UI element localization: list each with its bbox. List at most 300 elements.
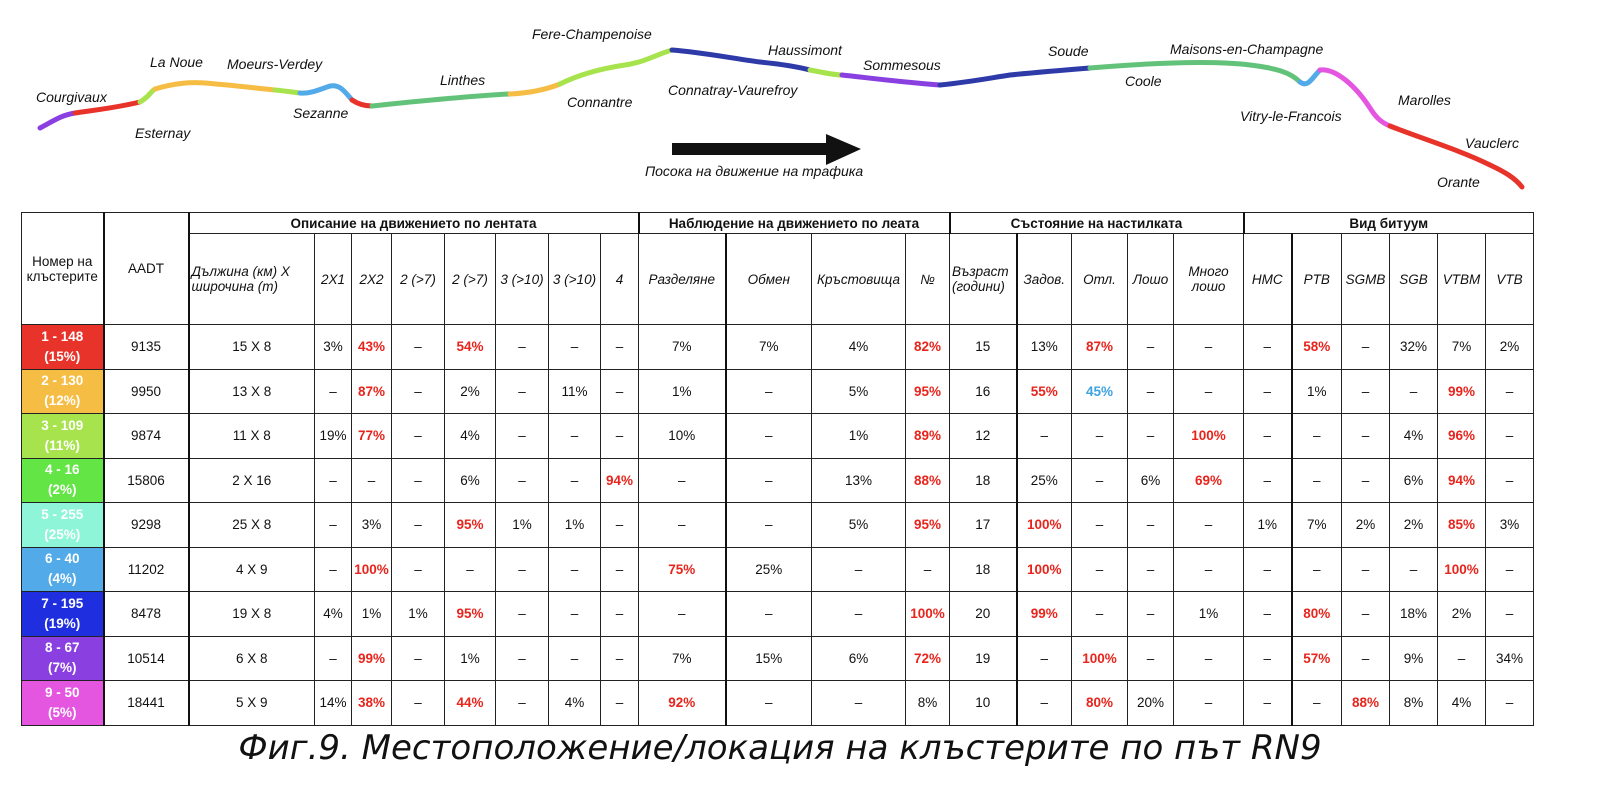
cluster-id: 7 - 195	[41, 595, 84, 611]
table-cell: 80%	[1292, 592, 1342, 637]
table-cell: –	[1128, 414, 1174, 459]
table-cell: –	[1017, 681, 1072, 726]
column-header: 3 (>10)	[496, 234, 549, 325]
cluster-percent: (15%)	[44, 348, 81, 364]
table-cell: 88%	[1342, 681, 1390, 726]
town-label: Coole	[1125, 73, 1162, 89]
table-cell: –	[1244, 681, 1292, 726]
table-cell: 100%	[1017, 547, 1072, 592]
table-cell: –	[1438, 636, 1486, 681]
table-cell: 85%	[1438, 503, 1486, 548]
table-cell: 2 X 16	[189, 458, 315, 503]
table-cell: 45%	[1072, 369, 1128, 414]
table-cell: –	[1244, 592, 1292, 637]
column-header: Обмен	[726, 234, 812, 325]
cluster-id: 4 - 16	[44, 462, 80, 478]
table-cell: –	[726, 681, 812, 726]
table-cell: 2%	[1486, 325, 1534, 370]
table-cell: 1%	[549, 503, 601, 548]
table-cell: 94%	[601, 458, 639, 503]
table-cell: 14%	[315, 681, 352, 726]
table-cell: 4%	[315, 592, 352, 637]
table-cell: 2%	[445, 369, 496, 414]
table-cell: 9%	[1390, 636, 1438, 681]
town-label: Courgivaux	[36, 89, 107, 105]
group-header: Описание на движението по лентата	[189, 213, 639, 234]
cluster-label	[22, 458, 104, 503]
table-cell: –	[1390, 369, 1438, 414]
cluster-table	[21, 212, 1534, 726]
table-cell: 100%	[1017, 503, 1072, 548]
table-cell: 32%	[1390, 325, 1438, 370]
table-cell: 89%	[906, 414, 950, 459]
route-map	[0, 0, 1600, 205]
table-cell: –	[1342, 325, 1390, 370]
table-cell: –	[549, 547, 601, 592]
table-cell: –	[496, 458, 549, 503]
column-header: 2 (>7)	[392, 234, 445, 325]
table-cell: –	[639, 592, 726, 637]
column-header: 4	[601, 234, 639, 325]
table-cell: 82%	[906, 325, 950, 370]
table-cell: 15%	[726, 636, 812, 681]
cluster-id: 9 - 50	[44, 684, 80, 700]
town-label: Moeurs-Verdey	[227, 56, 323, 72]
table-cell: –	[496, 636, 549, 681]
cluster-label	[22, 325, 104, 370]
table-cell: 7%	[639, 636, 726, 681]
column-header: VTB	[1486, 234, 1534, 325]
table-cell: –	[1342, 414, 1390, 459]
aadt-cell: 10514	[104, 636, 189, 681]
table-cell: –	[1072, 414, 1128, 459]
table-cell: 20%	[1128, 681, 1174, 726]
table-cell: 4%	[1438, 681, 1486, 726]
table-cell: –	[392, 414, 445, 459]
table-cell: –	[812, 681, 906, 726]
table-cell: 11 X 8	[189, 414, 315, 459]
table-cell: –	[1486, 681, 1534, 726]
column-header: Кръстовища	[812, 234, 906, 325]
table-cell: –	[392, 503, 445, 548]
table-cell: 5%	[812, 369, 906, 414]
cluster-header: Номер на клъстерите	[22, 213, 104, 325]
table-cell: –	[1128, 503, 1174, 548]
table-cell: –	[1017, 414, 1072, 459]
table-cell: 34%	[1486, 636, 1534, 681]
table-cell: 12	[950, 414, 1017, 459]
aadt-cell: 9950	[104, 369, 189, 414]
table-cell: –	[1342, 458, 1390, 503]
table-cell: 92%	[639, 681, 726, 726]
table-cell: 94%	[1438, 458, 1486, 503]
table-cell: 18	[950, 547, 1017, 592]
column-header: Дължина (км) X широчина (m)	[189, 234, 315, 325]
table-cell: 18%	[1390, 592, 1438, 637]
town-label: Soude	[1048, 43, 1089, 59]
table-cell: 95%	[445, 503, 496, 548]
table-cell: –	[1244, 547, 1292, 592]
table-cell: 4%	[812, 325, 906, 370]
direction-label: Посока на движение на трафика	[645, 163, 864, 179]
table-cell: –	[1342, 369, 1390, 414]
cluster-percent: (25%)	[44, 526, 81, 542]
table-cell: 17	[950, 503, 1017, 548]
table-cell: –	[1128, 592, 1174, 637]
column-header: №	[906, 234, 950, 325]
cluster-percent: (19%)	[44, 615, 81, 631]
cluster-percent: (11%)	[44, 437, 80, 453]
table-cell: –	[549, 458, 601, 503]
column-header: Възраст (години)	[950, 234, 1017, 325]
table-cell: –	[1486, 369, 1534, 414]
table-cell: 1%	[496, 503, 549, 548]
table-cell: 95%	[906, 503, 950, 548]
table-cell: –	[496, 369, 549, 414]
table-cell: –	[315, 636, 352, 681]
town-label: Fere-Champenoise	[532, 26, 652, 42]
table-cell: 100%	[1174, 414, 1244, 459]
table-cell: 1%	[1174, 592, 1244, 637]
figure-caption: Фиг.9. Местоположение/локация на клъстерите по път RN9	[238, 728, 1322, 768]
table-cell: –	[445, 547, 496, 592]
table-cell: 54%	[445, 325, 496, 370]
table-cell: –	[1292, 547, 1342, 592]
column-header: Много лошо	[1174, 234, 1244, 325]
table-cell: –	[1128, 636, 1174, 681]
table-cell: 43%	[352, 325, 392, 370]
table-cell: –	[1486, 592, 1534, 637]
table-cell: 7%	[726, 325, 812, 370]
table-cell: 7%	[1292, 503, 1342, 548]
table-cell: 1%	[445, 636, 496, 681]
table-cell: 4%	[445, 414, 496, 459]
table-cell: –	[601, 547, 639, 592]
table-cell: –	[1072, 547, 1128, 592]
table-cell: –	[549, 636, 601, 681]
table-cell: –	[1244, 369, 1292, 414]
table-cell: –	[601, 592, 639, 637]
table-cell: 44%	[445, 681, 496, 726]
cluster-id: 1 - 148	[41, 328, 84, 344]
column-header: 2X1	[315, 234, 352, 325]
table-cell: 10%	[639, 414, 726, 459]
table-cell: 87%	[1072, 325, 1128, 370]
table-cell: 77%	[352, 414, 392, 459]
town-label: La Noue	[150, 54, 203, 70]
table-row	[22, 325, 1534, 370]
table-cell: –	[1128, 369, 1174, 414]
table-cell: 100%	[352, 547, 392, 592]
table-cell: –	[639, 503, 726, 548]
table-cell: 99%	[1017, 592, 1072, 637]
table-cell: 25%	[726, 547, 812, 592]
table-cell: –	[1292, 681, 1342, 726]
table-cell: 6 X 8	[189, 636, 315, 681]
table-cell: –	[1390, 547, 1438, 592]
cluster-id: 3 - 109	[41, 417, 84, 433]
table-cell: 7%	[1438, 325, 1486, 370]
table-cell: –	[1342, 636, 1390, 681]
table-cell: 10	[950, 681, 1017, 726]
table-row	[22, 369, 1534, 414]
town-label: Vitry-le-Francois	[1240, 108, 1342, 124]
table-row	[22, 592, 1534, 637]
table-cell: 1%	[352, 592, 392, 637]
table-cell: –	[549, 414, 601, 459]
table-cell: 20	[950, 592, 1017, 637]
aadt-cell: 18441	[104, 681, 189, 726]
table-cell: 1%	[1244, 503, 1292, 548]
cluster-id: 2 - 130	[41, 373, 84, 389]
cluster-label	[22, 369, 104, 414]
cluster-percent: (12%)	[44, 393, 81, 409]
group-header: Вид битуум	[1244, 213, 1534, 234]
table-cell: –	[1244, 414, 1292, 459]
town-label: Orante	[1437, 174, 1480, 190]
town-label: Marolles	[1398, 92, 1451, 108]
table-cell: 4%	[549, 681, 601, 726]
table-cell: –	[1128, 547, 1174, 592]
table-cell: –	[1174, 369, 1244, 414]
table-cell: –	[496, 414, 549, 459]
town-label: Haussimont	[768, 42, 842, 58]
town-label: Connantre	[567, 94, 633, 110]
town-label: Vauclerc	[1465, 135, 1519, 151]
column-header: HMC	[1244, 234, 1292, 325]
table-cell: –	[1174, 503, 1244, 548]
table-cell: 13 X 8	[189, 369, 315, 414]
table-cell: –	[392, 681, 445, 726]
table-cell: –	[726, 414, 812, 459]
table-cell: –	[1072, 592, 1128, 637]
table-cell: –	[1017, 636, 1072, 681]
table-cell: 100%	[1438, 547, 1486, 592]
table-cell: 18	[950, 458, 1017, 503]
table-cell: –	[1174, 636, 1244, 681]
table-cell: 100%	[1072, 636, 1128, 681]
table-cell: –	[549, 592, 601, 637]
table-cell: 5%	[812, 503, 906, 548]
table-cell: 99%	[1438, 369, 1486, 414]
aadt-cell: 8478	[104, 592, 189, 637]
table-cell: 3%	[315, 325, 352, 370]
table-cell: –	[1072, 458, 1128, 503]
table-cell: –	[726, 369, 812, 414]
table-cell: 25 X 8	[189, 503, 315, 548]
table-cell: –	[601, 325, 639, 370]
table-cell: –	[601, 369, 639, 414]
table-row	[22, 681, 1534, 726]
table-cell: 1%	[392, 592, 445, 637]
column-header: Отл.	[1072, 234, 1128, 325]
table-cell: 4%	[1390, 414, 1438, 459]
column-header: Лошо	[1128, 234, 1174, 325]
aadt-cell: 11202	[104, 547, 189, 592]
table-cell: 2%	[1438, 592, 1486, 637]
cluster-label	[22, 592, 104, 637]
table-cell: 100%	[906, 592, 950, 637]
table-cell: –	[315, 458, 352, 503]
cluster-label	[22, 681, 104, 726]
cluster-id: 8 - 67	[44, 640, 80, 656]
town-label: Esternay	[135, 125, 191, 141]
group-header: Наблюдение на движението по леата	[639, 213, 950, 234]
column-header: SGMB	[1342, 234, 1390, 325]
group-header: Състояние на настилката	[950, 213, 1244, 234]
table-cell: –	[1174, 681, 1244, 726]
aadt-cell: 9135	[104, 325, 189, 370]
table-cell: 95%	[445, 592, 496, 637]
table-cell: 19	[950, 636, 1017, 681]
table-cell: –	[639, 458, 726, 503]
table-row	[22, 636, 1534, 681]
column-header: SGB	[1390, 234, 1438, 325]
cluster-label	[22, 414, 104, 459]
table-cell: –	[1128, 325, 1174, 370]
table-cell: 58%	[1292, 325, 1342, 370]
aadt-cell: 9874	[104, 414, 189, 459]
table-cell: –	[392, 458, 445, 503]
cluster-label	[22, 636, 104, 681]
town-label: Sezanne	[293, 105, 349, 121]
table-cell: 95%	[906, 369, 950, 414]
table-cell: 1%	[639, 369, 726, 414]
table-cell: 6%	[1390, 458, 1438, 503]
column-header: VTBM	[1438, 234, 1486, 325]
table-cell: 99%	[352, 636, 392, 681]
column-header: 2 (>7)	[445, 234, 496, 325]
table-cell: 2%	[1390, 503, 1438, 548]
table-cell: 2%	[1342, 503, 1390, 548]
table-cell: 8%	[1390, 681, 1438, 726]
table-cell: –	[392, 325, 445, 370]
aadt-cell: 15806	[104, 458, 189, 503]
table-cell: 69%	[1174, 458, 1244, 503]
table-cell: 13%	[812, 458, 906, 503]
table-cell: –	[601, 503, 639, 548]
column-header: PTB	[1292, 234, 1342, 325]
table-cell: –	[315, 547, 352, 592]
table-cell: 80%	[1072, 681, 1128, 726]
aadt-cell: 9298	[104, 503, 189, 548]
table-cell: 3%	[352, 503, 392, 548]
table-cell: 38%	[352, 681, 392, 726]
table-cell: 19%	[315, 414, 352, 459]
table-row	[22, 547, 1534, 592]
table-cell: –	[1486, 414, 1534, 459]
table-cell: –	[496, 325, 549, 370]
table-cell: 8%	[906, 681, 950, 726]
cluster-id: 5 - 255	[41, 506, 84, 522]
table-cell: –	[392, 636, 445, 681]
table-cell: –	[496, 547, 549, 592]
table-cell: –	[726, 458, 812, 503]
table-cell: –	[392, 369, 445, 414]
column-header: 2X2	[352, 234, 392, 325]
table-row	[22, 458, 1534, 503]
table-cell: 15	[950, 325, 1017, 370]
table-cell: 15 X 8	[189, 325, 315, 370]
table-cell: –	[1244, 636, 1292, 681]
table-cell: 1%	[812, 414, 906, 459]
table-row	[22, 414, 1534, 459]
cluster-label	[22, 503, 104, 548]
aadt-header: AADT	[104, 213, 189, 325]
table-cell: –	[352, 458, 392, 503]
table-cell: –	[1292, 458, 1342, 503]
table-cell: –	[1486, 547, 1534, 592]
table-cell: 72%	[906, 636, 950, 681]
cluster-percent: (5%)	[47, 704, 77, 720]
table-cell: 55%	[1017, 369, 1072, 414]
cluster-label	[22, 547, 104, 592]
table-cell: –	[496, 681, 549, 726]
cluster-percent: (2%)	[47, 482, 77, 498]
table-cell: –	[392, 547, 445, 592]
table-cell: –	[315, 369, 352, 414]
table-cell: –	[1342, 592, 1390, 637]
table-cell: 57%	[1292, 636, 1342, 681]
table-cell: 25%	[1017, 458, 1072, 503]
table-cell: –	[549, 325, 601, 370]
town-label: Sommesous	[863, 57, 941, 73]
table-cell: 6%	[1128, 458, 1174, 503]
town-label: Linthes	[440, 72, 486, 88]
cluster-id: 6 - 40	[44, 551, 80, 567]
table-cell: 96%	[1438, 414, 1486, 459]
table-cell: 4 X 9	[189, 547, 315, 592]
table-cell: 3%	[1486, 503, 1534, 548]
table-cell: 16	[950, 369, 1017, 414]
table-cell: 5 X 9	[189, 681, 315, 726]
table-cell: –	[812, 592, 906, 637]
table-cell: 75%	[639, 547, 726, 592]
table-cell: –	[906, 547, 950, 592]
table-cell: –	[496, 592, 549, 637]
table-cell: 11%	[549, 369, 601, 414]
table-cell: 7%	[639, 325, 726, 370]
table-cell: –	[601, 636, 639, 681]
table-cell: 6%	[812, 636, 906, 681]
table-cell: –	[1244, 458, 1292, 503]
table-cell: –	[315, 503, 352, 548]
table-cell: 19 X 8	[189, 592, 315, 637]
table-row	[22, 503, 1534, 548]
table-cell: –	[1174, 547, 1244, 592]
column-header: 3 (>10)	[549, 234, 601, 325]
table-cell: –	[812, 547, 906, 592]
table-cell: –	[1486, 458, 1534, 503]
table-cell: –	[601, 414, 639, 459]
table-cell: 6%	[445, 458, 496, 503]
table-cell: –	[1292, 414, 1342, 459]
column-header: Разделяне	[639, 234, 726, 325]
table-cell: –	[1072, 503, 1128, 548]
table-cell: 88%	[906, 458, 950, 503]
town-label: Connatray-Vaurefroy	[668, 82, 798, 98]
direction-arrow	[672, 134, 861, 165]
table-cell: –	[726, 592, 812, 637]
cluster-percent: (7%)	[47, 660, 77, 676]
table-cell: –	[1244, 325, 1292, 370]
table-cell: 87%	[352, 369, 392, 414]
table-cell: –	[726, 503, 812, 548]
table-cell: 1%	[1292, 369, 1342, 414]
table-cell: –	[601, 681, 639, 726]
column-header: Задов.	[1017, 234, 1072, 325]
table-cell: –	[1342, 547, 1390, 592]
